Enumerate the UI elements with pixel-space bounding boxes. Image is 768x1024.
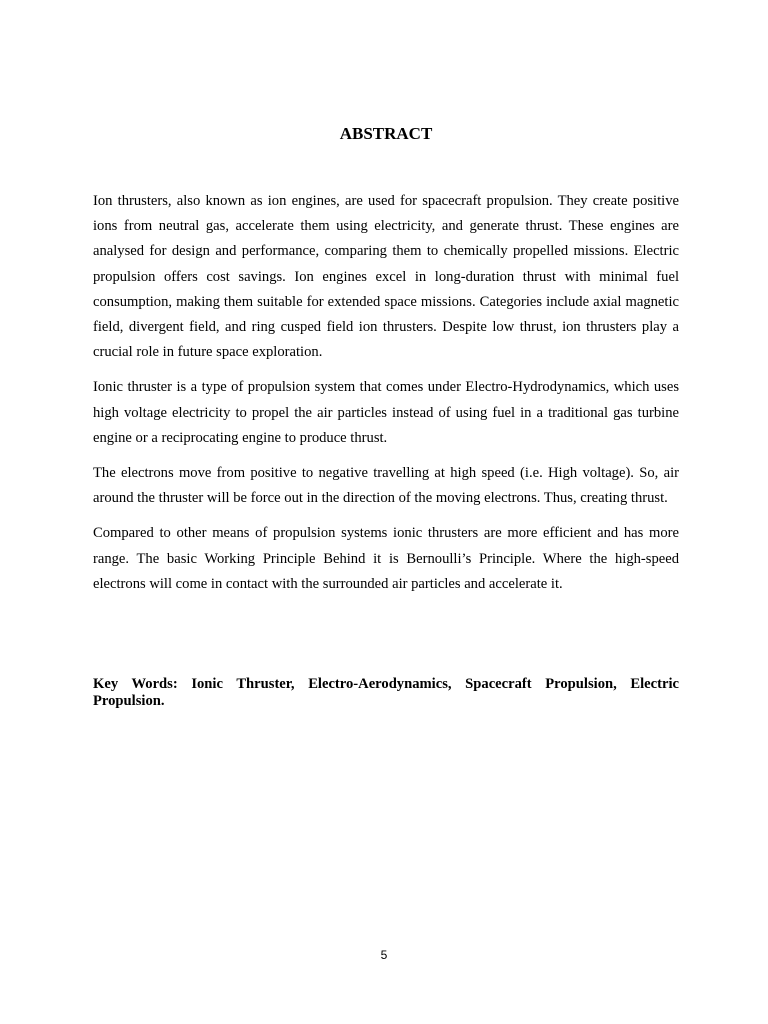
- abstract-body: [93, 189, 679, 607]
- abstract-paragraph-2: Ionic thruster is a type of propulsion system that comes under Electro-Hydrodynamics, which uses high voltage electricity to propel the air particles instead of using fuel in a traditional gas turbine engine or a reciprocating engine to produce thrust.: [93, 379, 679, 446]
- page-number: 5: [380, 948, 388, 962]
- keywords: Key Words: Ionic Thruster, Electro-Aerodynamics, Spacecraft Propulsion, Electric Propulsion.: [93, 676, 679, 709]
- abstract-paragraph-4: Compared to other means of propulsion systems ionic thrusters are more efficient and has more range. The basic Working Principle Behind it is Bernoulli’s Principle. Where the high-speed electrons will come in contact with the surrounded air particles and accelerate it.: [93, 525, 679, 592]
- abstract-paragraph-3: The electrons move from positive to negative travelling at high speed (i.e. High voltage). So, air around the thruster will be force out in the direction of the moving electrons. Thus, creating thrust.: [93, 465, 679, 507]
- page-title: ABSTRACT: [339, 124, 433, 143]
- abstract-paragraph-1: Ion thrusters, also known as ion engines, are used for spacecraft propulsion. They create positive ions from neutral gas, accelerate them using electricity, and generate thrust. These engines are analysed for design and performance, comparing them to chemically propelled missions. Electric propulsion offers cost savings. Ion engines excel in long-duration thrust with minimal fuel consumption, making them suitable for extended space missions. Categories include axial magnetic field, divergent field, and ring cusped field ion thrusters. Despite low thrust, ion thrusters play a crucial role in future space exploration.: [93, 193, 679, 361]
